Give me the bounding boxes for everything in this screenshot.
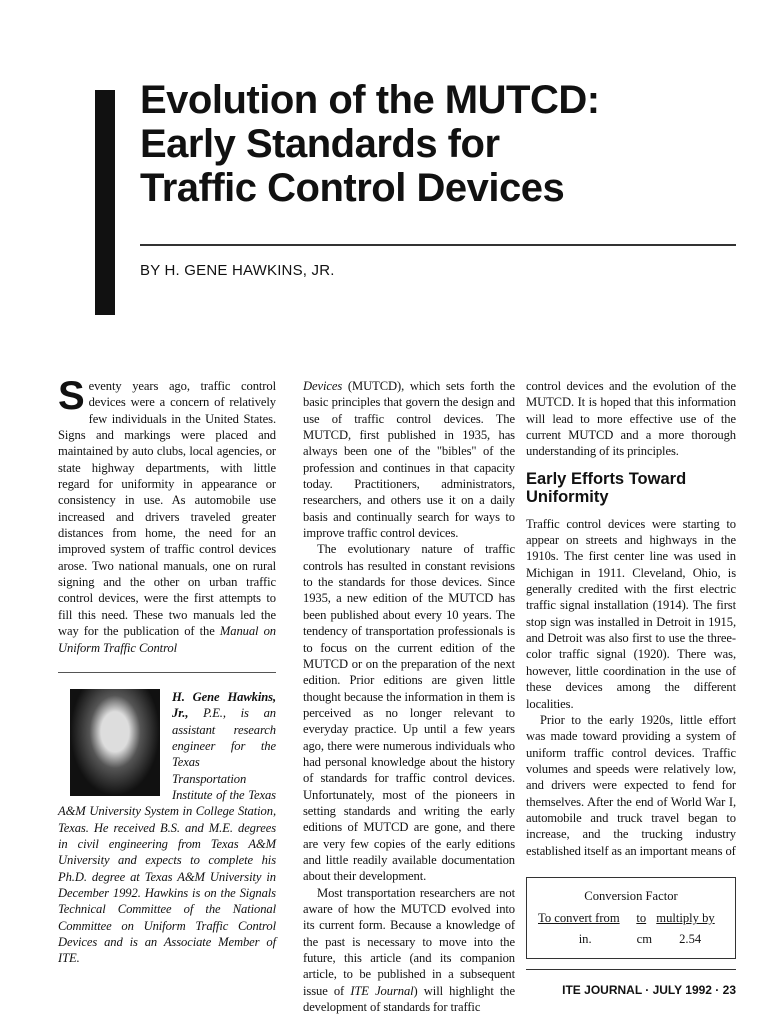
divider: [526, 969, 736, 970]
paragraph: Prior to the early 1920s, little effort was made toward providing a system of uniform traffic control devices. Traffic volumes and speeds were relatively low, and drivers were expected to fend for themselves. After the end of World War I, automobile and truck travel began to increase, and the trucking industry established itself as an important means of: [526, 712, 736, 858]
journal-title: ITE Journal: [350, 983, 414, 998]
conversion-factor-box: [526, 877, 736, 959]
manual-title: Devices: [303, 379, 343, 393]
column-header: To convert from: [538, 911, 620, 926]
article-title: [140, 78, 600, 210]
paragraph: Traffic control devices were starting to appear on streets and highways in the 1910s. The first center line was used in Michigan in 1911. Cleveland, Ohio, is generally credited with the first electric traffic signal installation (1914). The first stop sign was installed in Detroit in 1915, and Detroit was also first to use the three-color traffic signal (1920). There was, however, little coordination in the use of these devices among the different localities.: [526, 516, 736, 711]
byline: BY H. GENE HAWKINS, JR.: [140, 262, 335, 279]
author-photo: [70, 689, 160, 796]
column-header: multiply by: [656, 911, 715, 926]
box-title: Conversion Factor: [584, 888, 678, 903]
divider: [58, 672, 276, 673]
column-3: [526, 378, 736, 998]
paragraph: eventy years ago, traffic control devices were a concern of relatively few individuals in the United States. Signs and markings were placed and maintained by auto clubs, local agencies, or state highway departments, with little regard for uniformity in appearance or consistency in use. As automobile use increased and drivers traveled greater distances from home, the need for an improved system of traffic control devices arose. Two national manuals, one on rural signing and the other on urban traffic control devices, were the first attempts to fill this need. These two manuals led the way for the publication of the: [58, 379, 276, 639]
title-line: Early Standards for: [140, 122, 500, 166]
author-name: H. Gene Hawkins, Jr.,: [172, 689, 276, 721]
column-1: [58, 374, 276, 967]
table-cell: in.: [578, 931, 592, 946]
drop-cap: S: [58, 374, 85, 418]
title-line: Traffic Control Devices: [140, 166, 565, 210]
author-bio: [58, 689, 276, 967]
decorative-bar: [95, 90, 115, 315]
manual-title: Manual on Uniform Traffic Control: [58, 624, 276, 655]
text: Most transportation researchers are not aware of how the MUTCD evolved into its current form. Because a knowledge of the past is necessary to move into the future, this article (and its companion article, to be published in a subsequent issue of: [303, 885, 515, 998]
paragraph: The evolutionary nature of traffic controls has resulted in constant revisions to the standards for those devices. Since 1935, a new edition of the MUTCD has been published about every 10 years. The tendency of transportation professionals is to focus on the current edition of the MUTCD or on the preparation of the next edition. Prior editions are given little thought because the information in them is perceived as no longer relevant to everyday practice. Up until a few years ago, there were numerous individuals who had personal knowledge about the history of standards for traffic control devices. Unfortunately, most of the pioneers in setting standards and writing the early editions of MUTCD are gone, and there are very few copies of the early editions and little readily available documentation about their development.: [303, 542, 515, 884]
paragraph: (MUTCD), which sets forth the basic principles that govern the design and use of traffic control devices. The MUTCD, first published in 1935, has always been one of the "bibles" of the profession and continues in that capacity today. Practitioners, administrators, researchers, and others use it on a daily basis and continually search for ways to improve traffic control devices.: [303, 379, 515, 541]
bio-text: P.E., is an assistant research engineer for the Texas Transportation Institute of the Texas A&M University System in College Station, Texas. He received B.S. and M.E. degrees in civil engineering from Texas A&M University and expects to complete his Ph.D. degree at Texas A&M University in December 1992. Hawkins is on the Signals Technical Committee of the National Committee on Uniform Traffic Control Devices and is an Associate Member of ITE.: [58, 706, 276, 966]
column-header: to: [636, 911, 647, 926]
divider: [140, 244, 736, 246]
page-footer: ITE JOURNAL · JULY 1992 · 23: [562, 982, 736, 997]
paragraph: control devices and the evolution of the MUTCD. It is hoped that this information will lead to more effective use of the current MUTCD and a more thorough understanding of its principles.: [526, 379, 736, 459]
text: ) will highlight the development of standards for traffic: [303, 983, 515, 1015]
table-row: [536, 927, 726, 948]
section-heading: Early Efforts Toward Uniformity: [526, 469, 687, 506]
column-2: [303, 378, 515, 1015]
title-line: Evolution of the MUTCD:: [140, 78, 600, 122]
table-cell: cm: [636, 931, 653, 946]
paragraph: [303, 885, 515, 1015]
table-cell: 2.54: [679, 931, 702, 946]
conversion-table: [536, 910, 726, 948]
